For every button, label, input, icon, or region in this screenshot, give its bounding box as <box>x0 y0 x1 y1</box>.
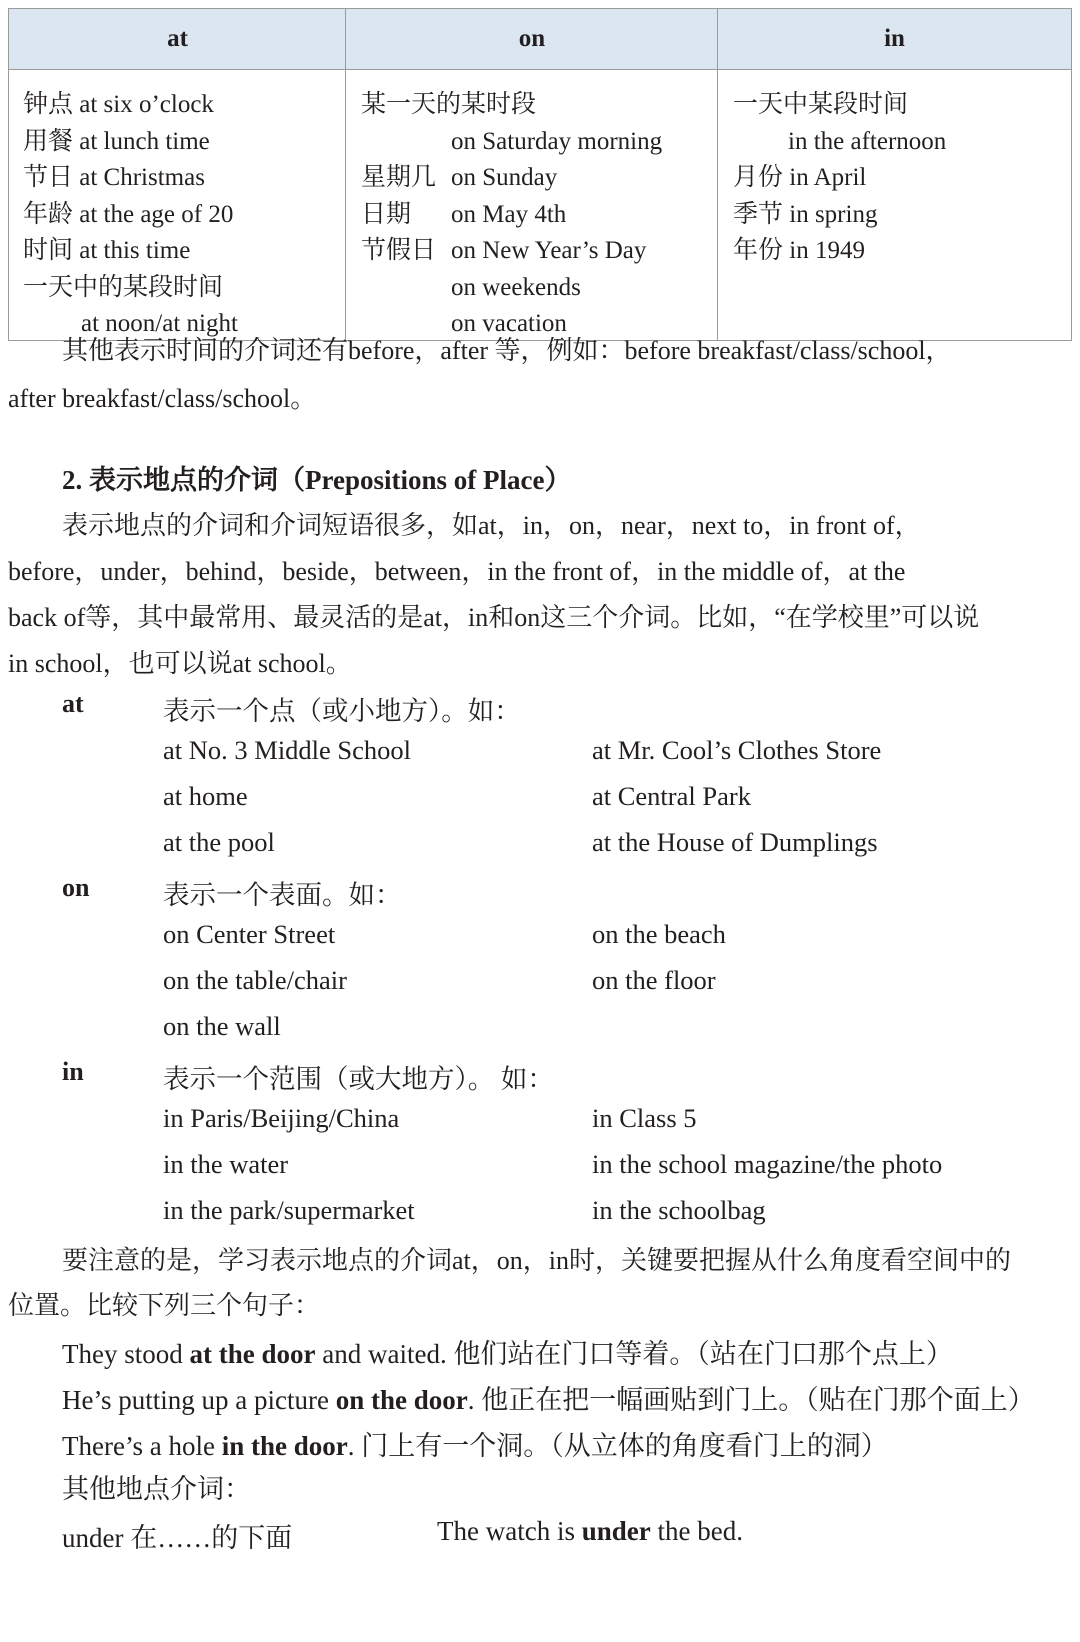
example-item: at No. 3 Middle School <box>163 735 412 765</box>
other-prepositions-label: 其他地点介词： <box>62 1474 251 1504</box>
sentence-text: the bed. <box>650 1516 743 1546</box>
table-line <box>361 197 662 234</box>
example-item: in Paris/Beijing/China <box>163 1103 400 1133</box>
table-line: on vacation <box>451 310 567 337</box>
table-line <box>361 160 662 197</box>
table-line-tag: 节假日 <box>361 237 437 264</box>
table-line: 某一天的某时段 <box>361 91 537 118</box>
other-preposition-word: under 在……的下面 <box>62 1523 293 1553</box>
keyword-in: in <box>62 1057 84 1086</box>
example-item: on the wall <box>163 1011 281 1041</box>
paragraph-line: 位置。比较下列三个句子： <box>8 1291 321 1320</box>
example-sentence <box>62 1424 888 1463</box>
table-line: 年份 in 1949 <box>733 237 865 264</box>
example-sentence <box>62 1332 953 1371</box>
column-divider <box>345 9 346 340</box>
sentence-text: There’s a hole <box>62 1431 222 1461</box>
table-cell-in <box>733 87 946 270</box>
keyword-description: 表示一个表面。如： <box>163 880 402 910</box>
table-line: at noon/at night <box>81 310 238 337</box>
sentence-emphasis: in the door <box>221 1431 348 1461</box>
example-sentence <box>437 1516 743 1547</box>
table-line: 一天中某段时间 <box>733 91 909 118</box>
example-item: on the floor <box>592 965 716 995</box>
example-item: on the beach <box>592 919 726 949</box>
table-header-row <box>9 9 1071 70</box>
example-item: at the House of Dumplings <box>592 827 878 857</box>
table-line: 钟点 at six o’clock <box>23 91 214 118</box>
table-cell-on <box>361 87 662 343</box>
table-line: 月份 in April <box>733 164 867 191</box>
column-divider <box>717 9 718 340</box>
example-item: on the table/chair <box>163 965 347 995</box>
keyword-at: at <box>62 689 84 718</box>
paragraph-line: 表示地点的介词和介词短语很多，如at，in，on，near，next to，in front of， <box>62 511 921 540</box>
sentence-text: He’s putting up a picture <box>62 1385 336 1415</box>
example-item: on Center Street <box>163 919 336 949</box>
sentence-text: . 他正在把一幅画贴到门上。（贴在门那个面上） <box>467 1385 1035 1415</box>
table-line: 时间 at this time <box>23 237 191 264</box>
example-item: at Central Park <box>592 781 751 811</box>
table-line-value: on Sunday <box>451 164 558 191</box>
table-cell-at <box>23 87 238 343</box>
table-line: 一天中的某段时间 <box>23 273 224 301</box>
sentence-emphasis: on the door <box>335 1385 468 1415</box>
keyword-description: 表示一个点（或小地方）。如： <box>163 696 521 726</box>
table-header-in: in <box>884 25 905 52</box>
sentence-text: They stood <box>62 1339 190 1369</box>
table-line-value: on New Year’s Day <box>451 237 647 264</box>
table-line: on weekends <box>451 273 581 301</box>
table-line: 节日 at Christmas <box>23 164 205 191</box>
table-line-value: on May 4th <box>451 200 567 228</box>
table-line: 用餐 at lunch time <box>23 127 210 155</box>
table-line: 季节 in spring <box>733 200 878 228</box>
example-item: in the school magazine/the photo <box>592 1149 943 1179</box>
paragraph-line: 要注意的是，学习表示地点的介词at，on，in时，关键要把握从什么角度看空间中的 <box>62 1246 1011 1275</box>
example-item: at the pool <box>163 827 275 857</box>
table-line-tag: 日期 <box>361 200 412 228</box>
example-item: in the park/supermarket <box>163 1195 415 1225</box>
paragraph-line: 其他表示时间的介词还有before，after 等，例如：before breakfast/class/school， <box>62 336 952 365</box>
keyword-description: 表示一个范围（或大地方）。 如： <box>163 1064 554 1094</box>
prepositions-of-time-table <box>8 8 1072 341</box>
sentence-text: . 门上有一个洞。（从立体的角度看门上的洞） <box>347 1431 888 1461</box>
paragraph-line: after breakfast/class/school。 <box>8 384 317 413</box>
sentence-text: The watch is <box>437 1516 582 1546</box>
sentence-text: and waited. 他们站在门口等着。（站在门口那个点上） <box>315 1339 953 1369</box>
example-sentence <box>62 1378 1035 1417</box>
paragraph-line: back of等，其中最常用、最灵活的是at，in和on这三个介词。比如，“在学校里”可以说 <box>8 603 980 632</box>
table-line: on Saturday morning <box>451 127 663 155</box>
table-line-tag: 星期几 <box>361 164 437 191</box>
paragraph-line: before，under，behind，beside，between，in the front of，in the middle of，at the <box>8 557 906 586</box>
table-line: 年龄 at the age of 20 <box>23 200 234 228</box>
example-item: in the schoolbag <box>592 1195 766 1225</box>
table-line <box>361 233 662 270</box>
example-item: in the water <box>163 1149 289 1179</box>
table-header-at: at <box>167 25 188 52</box>
keyword-on: on <box>62 873 90 902</box>
paragraph-line: in school，也可以说at school。 <box>8 649 352 678</box>
sentence-emphasis: under <box>581 1516 651 1546</box>
example-item: at home <box>163 781 248 811</box>
example-item: in Class 5 <box>592 1103 697 1133</box>
sentence-emphasis: at the door <box>189 1339 316 1369</box>
example-item: at Mr. Cool’s Clothes Store <box>592 735 882 765</box>
table-line: in the afternoon <box>788 127 947 155</box>
section-heading: 2. 表示地点的介词（Prepositions of Place） <box>62 465 572 495</box>
table-header-on: on <box>518 25 546 52</box>
